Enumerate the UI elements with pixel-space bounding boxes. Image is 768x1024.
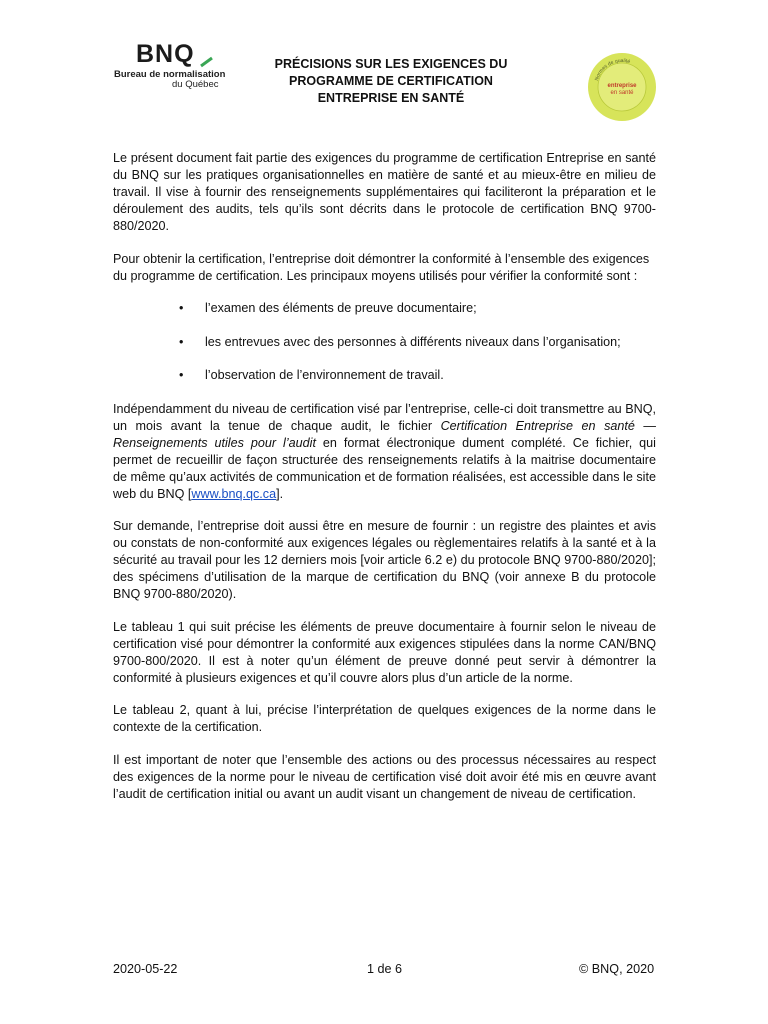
list-item xyxy=(113,334,656,351)
verification-means-list xyxy=(113,300,656,384)
list-item-text: l’examen des éléments de preuve documentaire; xyxy=(205,301,477,315)
list-item-text: l’observation de l’environnement de travail. xyxy=(205,368,444,382)
title-line-3: ENTREPRISE EN SANTÉ xyxy=(317,91,465,105)
paragraph-file-submission xyxy=(113,401,656,503)
list-item xyxy=(113,367,656,384)
p3-text-before: Indépendamment du niveau de certification visé par l’entreprise, celle-ci doit transmettre au BNQ, un mois avant la tenue de chaque audit, le fichier xyxy=(113,401,656,433)
bullet-icon: • xyxy=(179,334,184,349)
certification-badge-icon xyxy=(587,52,657,122)
footer-page-number: 1 de 6 xyxy=(367,962,403,976)
paragraph-means: Pour obtenir la certification, l’entreprise doit démontrer la conformité à l’ensemble des exigences du programme de certification. Les principaux moyens utilisés pour vérifier la conformité sont : xyxy=(113,251,650,283)
file-title: Certification Entreprise en santé — Renseignements utiles pour l’audit xyxy=(113,418,657,450)
bnq-logo xyxy=(114,42,224,92)
p3-text-after: ]. xyxy=(276,486,284,501)
document-title xyxy=(268,56,514,107)
badge-center-line-1: entreprise xyxy=(607,83,637,89)
logo-q-accent-icon xyxy=(200,56,214,68)
bullet-icon: • xyxy=(179,368,184,382)
paragraph-on-request: Sur demande, l’entreprise doit aussi être en mesure de fournir : un registre des plaintes et avis ou constats de non-conformité aux exigences légales ou règlementaires relatifs à la santé et à la sécurité au travail pour les 12 derniers mois [voir article 6.2 e) du protocole BNQ 9700-880/2020]; des spécimens d’utilisation de la marque de certification du BNQ (voir annexe B du protocole BNQ 9700-880/2020). xyxy=(113,519,656,601)
logo-mark: BNQ xyxy=(136,40,195,68)
paragraph-table-2: Le tableau 2, quant à lui, précise l’interprétation de quelques exigences de la norme dans le contexte de la certification. xyxy=(113,703,656,734)
paragraph-implementation: Il est important de noter que l’ensemble des actions ou des processus nécessaires au respect des exigences de la norme pour le niveau de certification visé doit avoir été mis en œuvre avant l’audit de certification initial ou avant un audit visant un changement de niveau de certification. xyxy=(113,752,656,801)
p3-text-middle: en format électronique dument complété. Ce fichier, qui permet de recueillir de façon structurée des renseignements relatifs à la maitrise documentaire de même qu’aux activités de communication et de formation réalisées, est accessible dans le site web du BNQ [ xyxy=(113,435,656,501)
paragraph-intro: Le présent document fait partie des exigences du programme de certification Entreprise en santé du BNQ sur les pratiques organisationnelles en matière de santé et au mieux-être en milieu de travail. Il vise à fournir des renseignements supplémentaires qui faciliteront la préparation et le déroulement des audits, tels qu’ils sont décrits dans le protocole de certification BNQ 9700-880/2020. xyxy=(113,151,656,233)
title-line-2: PROGRAMME DE CERTIFICATION xyxy=(289,74,493,88)
bnq-website-link[interactable]: www.bnq.qc.ca xyxy=(191,486,277,501)
footer-date: 2020-05-22 xyxy=(113,962,178,976)
paragraph-table-1: Le tableau 1 qui suit précise les éléments de preuve documentaire à fournir selon le niveau de certification visé pour démontrer la conformité aux exigences stipulées dans la norme CAN/BNQ 9700-800/2020. Il est à noter qu’un élément de preuve donné peut servir à démontrer la conformité à plusieurs exigences et qu’il couvre alors plus d’un article de la norme. xyxy=(113,619,656,685)
badge-center-line-2: en santé xyxy=(610,90,634,96)
list-item xyxy=(113,300,656,317)
title-line-1: PRÉCISIONS SUR LES EXIGENCES DU xyxy=(274,57,508,71)
logo-name-line2: du Québec xyxy=(172,79,219,90)
footer-copyright: © BNQ, 2020 xyxy=(579,962,655,976)
document-body xyxy=(113,150,656,818)
logo-name-line1: Bureau de normalisation xyxy=(114,69,226,80)
badge-arc-text: Normes de qualité xyxy=(593,58,631,82)
bullet-icon: • xyxy=(179,301,184,315)
list-item-text: les entrevues avec des personnes à différents niveaux dans l’organisation; xyxy=(205,334,621,349)
